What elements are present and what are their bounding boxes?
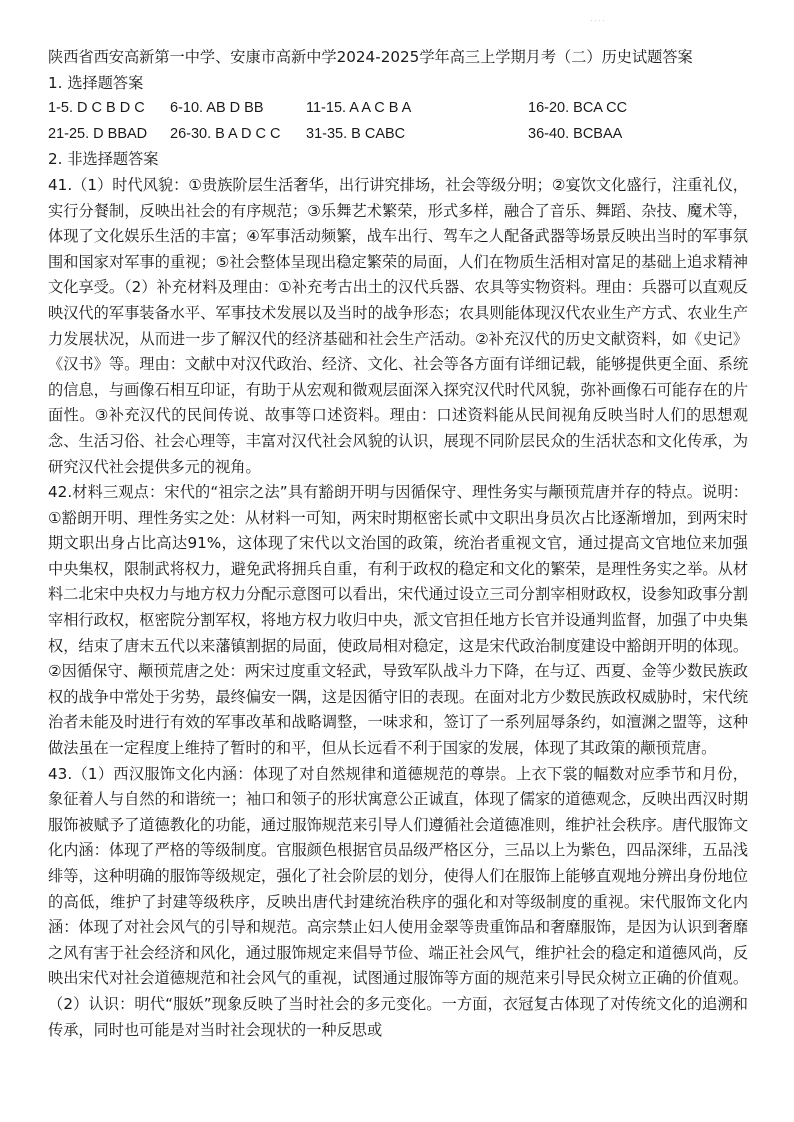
answer-41: 41.（1）时代风貌：①贵族阶层生活奢华，出行讲究排场，社会等级分明；②宴饮文化盛行，注重礼仪，实行分餐制，反映出社会的有序规范；③乐舞艺术繁荣，形式多样，融合了音乐、舞蹈、杂技、魔术等，体现了文化娱乐生活的丰富；④军事活动频繁，战车出行、驾车之人配备武器等场景反映出当时的军事氛围和国家对军事的重视；⑤社会整体呈现出稳定繁荣的局面，人们在物质生活相对富足的基础上追求精神文化享受。（2）补充材料及理由：①补充考古出土的汉代兵器、农具等实物资料。理由：兵器可以直观反映汉代的军事装备水平、军事技术发展以及当时的战争形态；农具则能体现汉代农业生产方式、农业生产力发展状况，从而进一步了解汉代的经济基础和社会生产活动。②补充汉代的历史文献资料，如《史记》《汉书》等。理由：文献中对汉代政治、经济、文化、社会等各方面有详细记载，能够提供更全面、系统的信息，与画像石相互印证，有助于从宏观和微观层面深入探究汉代时代风貌，弥补画像石可能存在的片面性。③补充汉代的民间传说、故事等口述资料。理由：口述资料能从民间视角反映当时人们的思想观念、生活习俗、社会心理等，丰富对汉代社会风貌的认识，展现不同阶层民众的生活状态和文化传承，为研究汉代社会提供多元的视角。 <box>48 175 748 476</box>
document-body <box>48 45 748 1043</box>
answer-cell: 6-10. AB D BB <box>170 100 264 117</box>
section-heading-nonchoice: 2. 非选择题答案 <box>48 150 159 169</box>
scan-artifact <box>591 20 619 22</box>
section-heading-choice: 1. 选择题答案 <box>48 73 144 92</box>
answer-42: 42.材料三观点：宋代的“祖宗之法”具有豁朗开明与因循保守、理性务实与颟顸荒唐并存的特点。说明：①豁朗开明、理性务实之处：从材料一可知，两宋时期枢密长贰中文职出身员次占比逐渐增加，到两宋时期文职出身占比高达91%，这体现了宋代以文治国的政策，统治者重视文官，通过提高文官地位来加强中央集权，限制武将权力，避免武将拥兵自重，有利于政权的稳定和文化的繁荣，是理性务实之举。从材料二北宋中央权力与地方权力分配示意图可以看出，宋代通过设立三司分割宰相财政权，设参知政事分割宰相行政权，枢密院分割军权，将地方权力收归中央，派文官担任地方长官并设通判监督，加强了中央集权，结束了唐末五代以来藩镇割据的局面，使政局相对稳定，这是宋代政治制度建设中豁朗开明的体现。②因循保守、颟顸荒唐之处：两宋过度重文轻武，导致军队战斗力下降，在与辽、西夏、金等少数民族政权的战争中常处于劣势，最终偏安一隅，这是因循守旧的表现。在面对北方少数民族政权威胁时，宋代统治者未能及时进行有效的军事改革和战略调整，一味求和，签订了一系列屈辱条约，如澶渊之盟等，这种做法虽在一定程度上维持了暂时的和平，但从长远看不利于国家的发展，体现了其政策的颟顸荒唐。 <box>48 483 748 758</box>
answer-cell: 1-5. D C B D C <box>48 100 145 117</box>
answer-cell: 21-25. D BBAD <box>48 125 148 142</box>
answer-cell: 11-15. A A C B A <box>306 100 412 117</box>
answer-table <box>48 96 748 147</box>
table-row <box>48 96 748 122</box>
answer-cell: 36-40. BCBAA <box>528 125 623 142</box>
table-row <box>48 122 748 148</box>
answer-cell: 26-30. B A D C C <box>170 125 281 142</box>
document-title: 陕西省西安高新第一中学、安康市高新中学2024-2025学年高三上学期月考（二）历史试题答案 <box>48 48 693 66</box>
answer-cell: 31-35. B CABC <box>306 125 406 142</box>
answer-43: 43.（1）西汉服饰文化内涵：体现了对自然规律和道德规范的尊崇。上衣下裳的幅数对应季节和月份，象征着人与自然的和谐统一；袖口和领子的形状寓意公正诚直，体现了儒家的道德观念，反映出西汉时期服饰被赋予了道德教化的功能，通过服饰规范来引导人们遵循社会道德准则，维护社会秩序。唐代服饰文化内涵：体现了严格的等级制度。官服颜色根据官员品级严格区分，三品以上为紫色，四品深绯，五品浅绯等，这种明确的服饰等级规定，强化了社会阶层的划分，使得人们在服饰上能够直观地分辨出身份地位的高低，维护了封建等级秩序，反映出唐代封建统治秩序的强化和对等级制度的重视。宋代服饰文化内涵：体现了对社会风气的引导和规范。高宗禁止妇人使用金翠等贵重饰品和奢靡服饰，是因为认识到奢靡之风有害于社会经济和风化，通过服饰规定来倡导节俭、端正社会风气，维护社会的稳定和道德风尚，反映出宋代对社会道德规范和社会风气的重视，试图通过服饰等方面的规范来引导民众树立正确的价值观。（2）认识：明代“服妖”现象反映了当时社会的多元变化。一方面，衣冠复古体现了对传统文化的追溯和传承，同时也可能是对当时社会现状的一种反思或 <box>48 764 748 1039</box>
answer-cell: 16-20. BCA CC <box>528 100 628 117</box>
